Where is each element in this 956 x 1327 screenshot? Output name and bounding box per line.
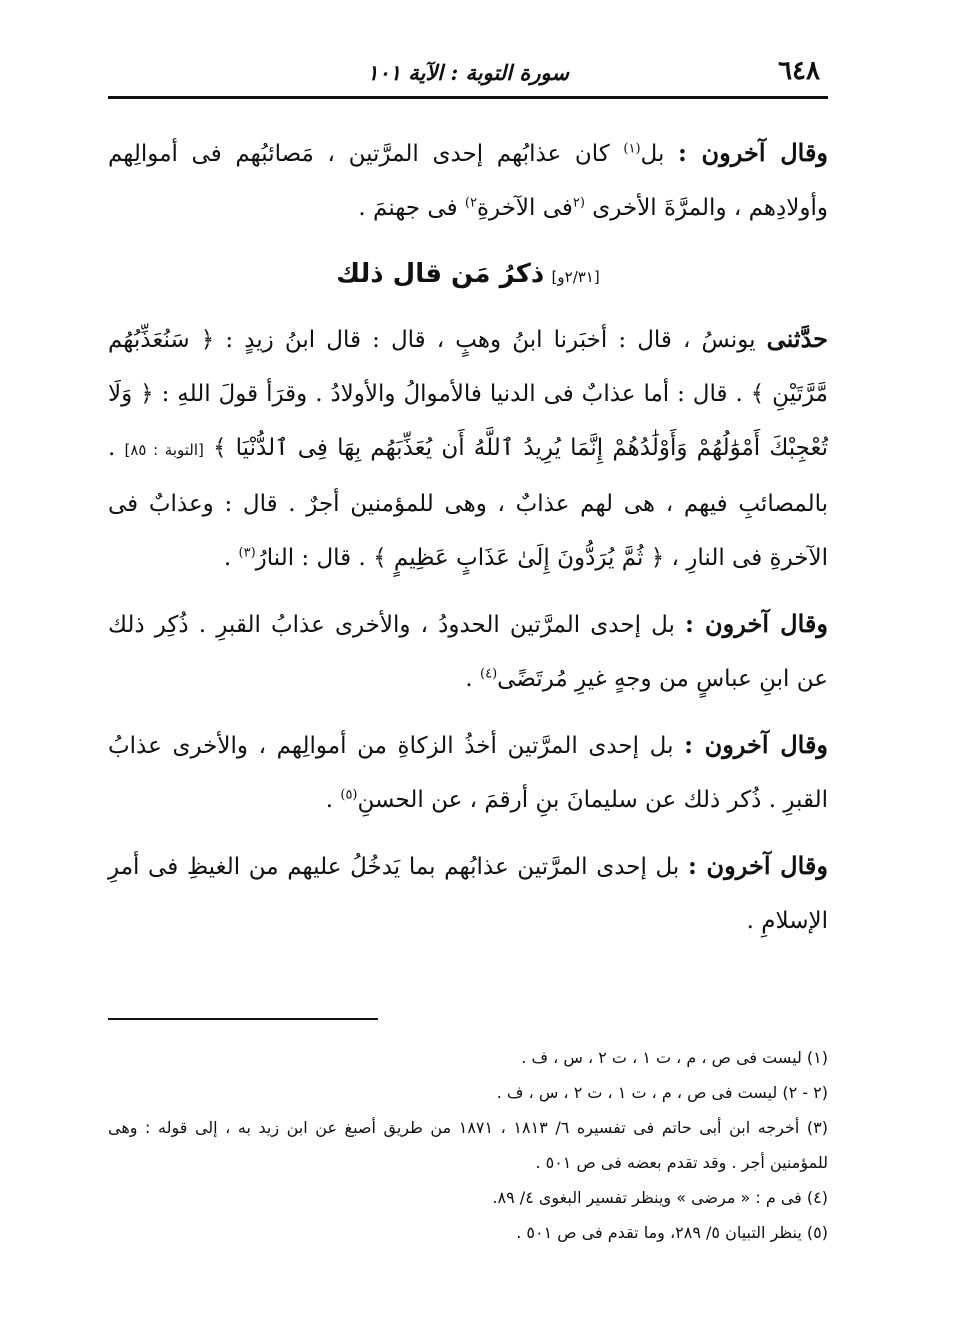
paragraph-1 [108, 126, 828, 235]
running-title: سورة التوبة : الآية ١٠١ [367, 60, 569, 85]
footnote: (٤) فى م : « مرضى » وينظر تفسير البغوى ٤/ ٨٩. [492, 1188, 828, 1207]
speaker-label: وقال آخرون : [685, 609, 828, 638]
book-page [108, 40, 828, 1290]
heading-text: ذكرُ مَن قال ذلك [336, 259, 545, 289]
paragraph-3 [108, 597, 828, 706]
speaker-label: وقال آخرون : [687, 851, 828, 880]
paragraph-text: كان عذابُهم إحدى المرَّتين ، مَصائبُهم فى أموالِهم وأولادِهم ، والمرَّةَ الأخرى [108, 141, 828, 221]
speaker-label: وقال آخرون : [684, 730, 829, 759]
speaker-label: وقال آخرون : [678, 138, 828, 167]
footnote-marker: (٢ [572, 195, 585, 211]
paragraph-text: فى جهنمَ . [358, 195, 465, 221]
paragraph-text: . [465, 666, 481, 692]
section-heading [108, 247, 828, 304]
quran-quote: ﴿ ثُمَّ يُرَدُّونَ إِلَىٰ عَذَابٍ عَظِيمٍ ﴾ [373, 545, 665, 571]
paragraph-text: . قال : النارُ [255, 545, 374, 571]
footnote: (٢ - ٢) ليست فى ص ، م ، ت ١ ، ت ٢ ، س ، ف . [496, 1083, 828, 1102]
footnote-rule [108, 1018, 378, 1020]
footnote-marker: ٢) [464, 195, 477, 211]
paragraph-text: بل إحدى المرَّتين عذابُهم بما يَدخُلُ عليهم من الغيظِ فى أمرِ الإسلامِ . [108, 854, 828, 934]
footnote: (١) ليست فى ص ، م ، ت ١ ، ت ٢ ، س ، ف . [521, 1048, 828, 1067]
footnote-marker: (٣) [238, 545, 256, 561]
speaker-label: حدَّثنى [766, 324, 828, 353]
paragraph-text: فى الآخرةِ [476, 195, 573, 221]
header-rule [108, 96, 828, 99]
paragraph-text: . [325, 787, 341, 813]
main-text [108, 126, 828, 960]
footnotes [108, 1040, 828, 1250]
footnote: (٣) أخرجه ابن أبى حاتم فى تفسيره ٦/ ١٨١٣ ، ١٨٧١ من طريق أصبغ عن ابن زيد به ، إلى قوله : وهى للمؤمنين أجر . وقد تقدم بعضه فى ص ٥٠١ . [108, 1118, 828, 1172]
running-header [108, 52, 828, 92]
manuscript-marker: [٢/٣١و] [551, 268, 600, 286]
footnote-marker: (١) [623, 141, 641, 157]
paragraph-4 [108, 718, 828, 827]
paragraph-text: . [223, 545, 239, 571]
footnote: (٥) ينظر التبيان ٥/ ٢٨٩، وما تقدم فى ص ٥٠١ . [516, 1223, 828, 1242]
page-number: ٦٤٨ [778, 56, 820, 86]
quran-quote: ﴿ وَلَا تُعْجِبْكَ أَمْوَٰلُهُمْ وَأَوْلَٰدُهُمْ إِنَّمَا يُرِيدُ ٱللَّهُ أَن يُعَذِّبَهُم بِهَا فِى ٱلدُّنْيَا ﴾ [108, 381, 829, 461]
paragraph-2 [108, 312, 828, 585]
quran-quote: ﴿ سَنُعَذِّبُهُم مَّرَّتَيْنِ ﴾ [108, 327, 828, 407]
paragraph-5 [108, 839, 828, 948]
footnote-marker: (٤) [480, 666, 498, 682]
paragraph-text: بل [640, 141, 678, 167]
paragraph-text: يونسُ ، قال : أخبَرنا ابنُ وهبٍ ، قال : قال ابنُ زيدٍ : [214, 327, 767, 353]
paragraph-text: بل إحدى المرَّتين أخذُ الزكاةِ من أموالِهم ، والأخرى عذابُ القبرِ . ذُكر ذلك عن سليمانَ بنِ أرقمَ ، عن الحسنِ [108, 733, 828, 813]
paragraph-text: بل إحدى المرَّتين الحدودُ ، والأخرى عذابُ القبرِ . ذُكِر ذلك عن ابنِ عباسٍ من وجهٍ غيرِ مُرتَضًى [108, 612, 828, 692]
paragraph-text: . قال : أما عذابٌ فى الدنيا فالأموالُ والأولادُ . وقرَأ قولَ اللهِ : [153, 381, 751, 407]
footnote-marker: (٥) [340, 787, 358, 803]
paragraph-text: . بالمصائبِ فيهم ، هى لهم عذابٌ ، وهى للمؤمنين أجرٌ . قال : وعذابٌ فى الآخرةِ فى النارِ ، [108, 435, 828, 571]
verse-reference: [التوبة : ٨٥] [124, 441, 204, 459]
